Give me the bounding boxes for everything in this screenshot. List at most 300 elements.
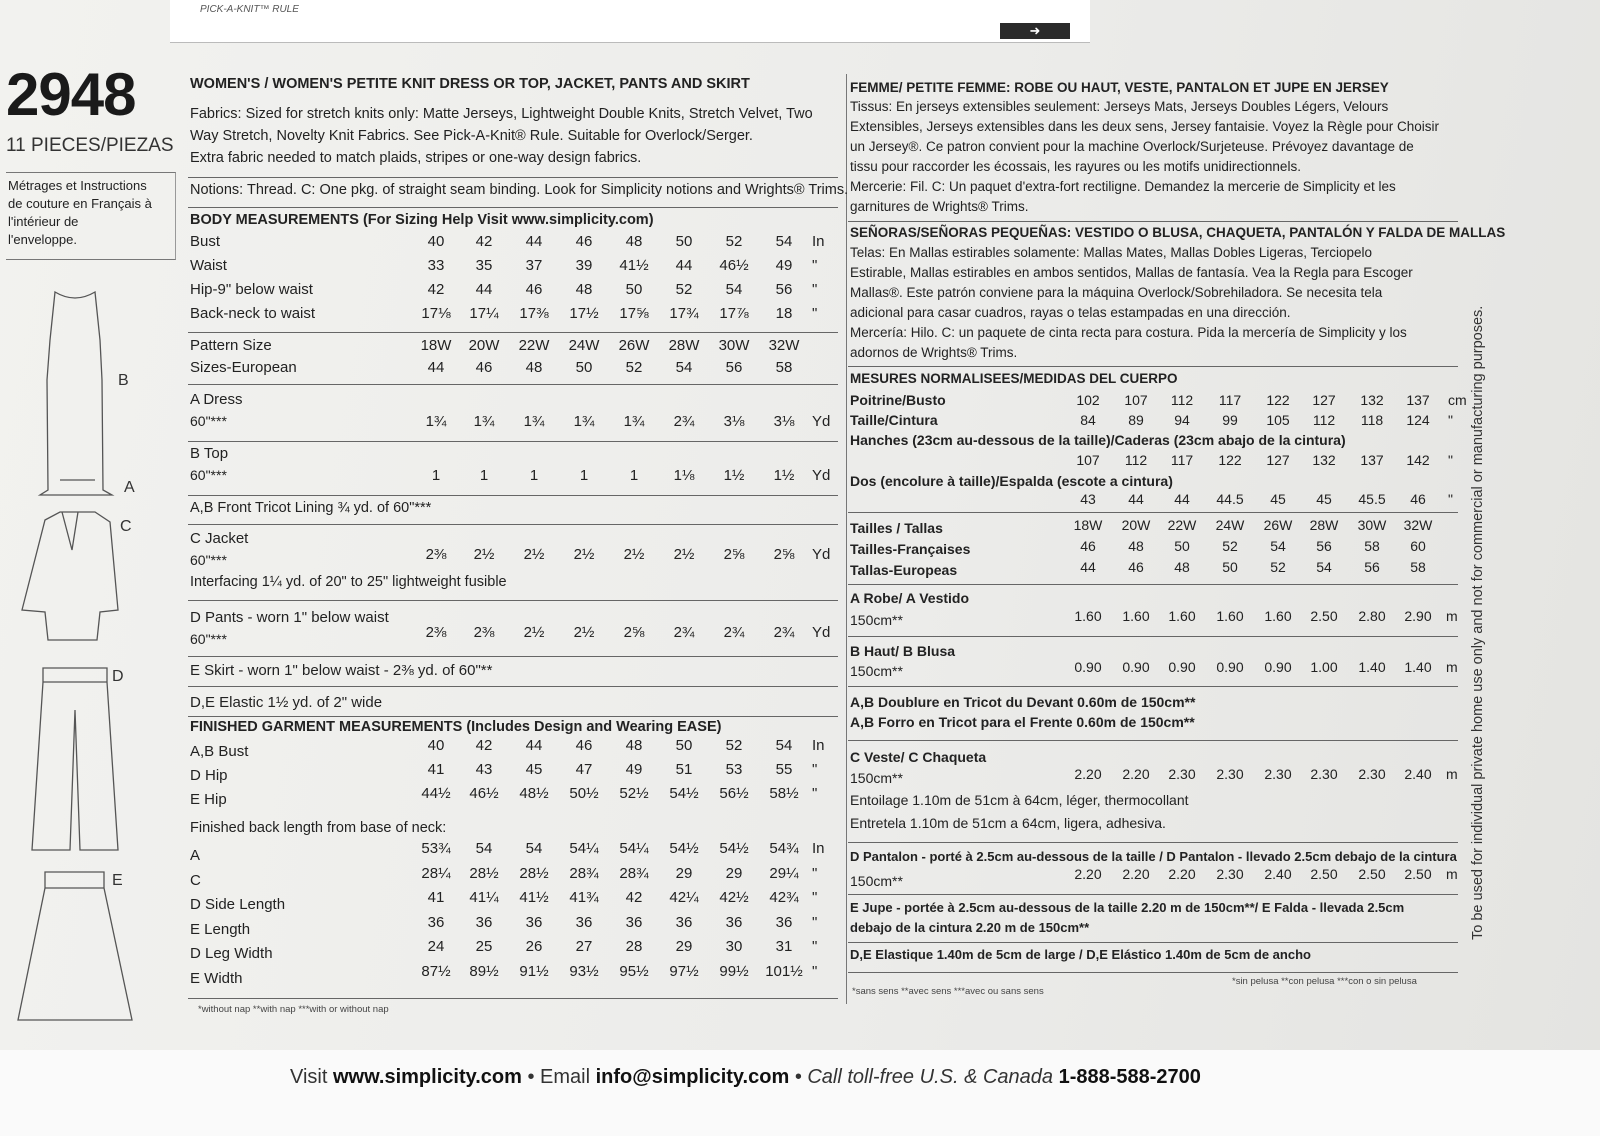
row-label: Hanches (23cm au-dessous de la taille)/Caderas (23cm abajo de la cintura) <box>850 432 1346 448</box>
table-cell: 2½ <box>523 546 545 563</box>
finished-measurements-title: FINISHED GARMENT MEASUREMENTS (Includes Design and Wearing EASE) <box>190 719 722 735</box>
table-cell: 1.40 <box>1358 659 1386 675</box>
table-cell: 93½ <box>569 962 599 980</box>
table-cell: 17¾ <box>669 305 699 322</box>
row-label: Tallas-Europeas <box>850 562 958 578</box>
forro-line: A,B Forro en Tricot para el Frente 0.60m de 150cm** <box>850 714 1195 730</box>
table-cell: 107 <box>1076 452 1100 468</box>
table-cell: 45 <box>525 761 543 778</box>
table-cell: 0.90 <box>1168 659 1196 675</box>
fabric-width: 150cm** <box>850 612 903 628</box>
jupe-line: debajo de la cintura 2.20 m de 150cm** <box>850 920 1090 935</box>
table-cell: 46 <box>1080 538 1096 554</box>
section-rule <box>848 972 1458 973</box>
unit-label: " <box>812 257 818 274</box>
doublure-line: A,B Doublure en Tricot du Devant 0.60m de 150cm** <box>850 694 1196 710</box>
table-cell: 50 <box>625 281 643 298</box>
section-rule <box>188 177 838 178</box>
table-cell: 41½ <box>519 889 549 906</box>
table-cell: 17⅜ <box>519 305 549 322</box>
unit-label: m <box>1446 608 1458 624</box>
footer-band <box>0 1050 1600 1136</box>
table-cell: 41¾ <box>569 889 599 906</box>
skirt-line: E Skirt - worn 1" below waist - 2⅜ yd. of 60"** <box>190 662 493 679</box>
table-cell: 52 <box>1270 559 1286 575</box>
french-title: FEMME/ PETITE FEMME: ROBE OU HAUT, VESTE, PANTALON ET JUPE EN JERSEY <box>850 80 1389 95</box>
fabrics-line: Extra fabric needed to match plaids, stripes or one-way design fabrics. <box>190 150 642 166</box>
table-cell: 22W <box>518 337 550 354</box>
table-cell: 122 <box>1266 392 1290 408</box>
row-label: Waist <box>190 257 227 274</box>
fabric-width: 60"*** <box>190 467 227 483</box>
table-cell: 56 <box>725 359 743 376</box>
row-label: E Hip <box>190 791 227 808</box>
table-cell: 105 <box>1266 412 1290 428</box>
table-cell: 17½ <box>569 305 599 322</box>
table-cell: 26W <box>618 337 650 354</box>
table-cell: 26 <box>525 938 543 955</box>
lining-line: A,B Front Tricot Lining ¾ yd. of 60"*** <box>190 500 432 516</box>
table-cell: 44.5 <box>1216 491 1244 507</box>
table-cell: 127 <box>1312 392 1336 408</box>
table-cell: 36 <box>575 913 593 931</box>
row-label: Sizes-European <box>190 359 297 376</box>
table-cell: 45 <box>1270 491 1286 507</box>
table-cell: 52 <box>1222 538 1238 554</box>
table-cell: 1⅛ <box>673 467 695 484</box>
row-label: A,B Bust <box>190 743 249 760</box>
table-cell: 0.90 <box>1122 659 1150 675</box>
view-yardage-label: A Dress <box>190 391 243 408</box>
table-cell: 3⅛ <box>773 413 795 430</box>
table-cell: 89½ <box>469 962 499 980</box>
table-cell: 42 <box>625 889 643 906</box>
fabric-width: 150cm** <box>850 663 903 679</box>
section-rule <box>188 656 838 657</box>
table-cell: 36 <box>775 913 793 931</box>
table-cell: 32W <box>768 337 800 354</box>
table-cell: 42 <box>475 737 493 754</box>
table-cell: 41 <box>427 889 445 906</box>
table-cell: 2.30 <box>1310 766 1338 782</box>
row-label: E Length <box>190 920 251 938</box>
interfacing-line: Interfacing 1¼ yd. of 20" to 25" lightweight fusible <box>190 574 507 590</box>
fabric-width: 150cm** <box>850 873 903 889</box>
table-cell: 58 <box>775 359 793 376</box>
table-cell: 17¼ <box>469 305 499 322</box>
table-cell: 45 <box>1316 491 1332 507</box>
unit-label: In <box>812 840 825 857</box>
row-label: D Leg Width <box>190 945 273 962</box>
tissus-line: tissu pour raccorder les écossais, les rayures ou les motifs unidirectionnels. <box>850 159 1301 174</box>
row-label: E Width <box>190 969 243 987</box>
table-cell: 0.90 <box>1074 659 1102 675</box>
table-cell: 24W <box>1215 517 1245 533</box>
section-rule <box>848 366 1458 367</box>
section-rule <box>848 942 1458 943</box>
merceria-line: Mercería: Hilo. C: un paquete de cinta recta para costura. Pida la mercería de Simplicity y los <box>850 325 1407 340</box>
table-cell: 54¼ <box>619 840 649 857</box>
section-rule <box>848 686 1458 687</box>
table-cell: 48 <box>1174 559 1190 575</box>
table-cell: 2¾ <box>773 624 795 641</box>
table-cell: 2½ <box>673 546 695 563</box>
table-cell: 2.30 <box>1216 766 1244 782</box>
usage-restriction-note: To be used for individual private home use only and not for commercial or manufacturing purposes. <box>1470 305 1486 940</box>
table-cell: 49 <box>625 761 643 778</box>
telas-line: Estirable, Mallas estirables en ambos sentidos, Mallas de fantasía. Vea la Regla para Escoger <box>850 265 1413 280</box>
table-cell: 52 <box>725 233 743 250</box>
table-cell: 2.30 <box>1264 766 1292 782</box>
table-cell: 48 <box>525 359 543 376</box>
table-cell: 1.60 <box>1122 608 1150 624</box>
table-cell: 18W <box>1073 517 1103 533</box>
english-footnote: *without nap **with nap ***with or without nap <box>198 1004 389 1015</box>
row-label: Back-neck to waist <box>190 305 316 322</box>
mercerie-line: Mercerie: Fil. C: Un paquet d'extra-fort rectiligne. Demandez la mercerie de Simplicity et les <box>850 179 1396 194</box>
entretela-line: Entretela 1.10m de 51cm a 64cm, ligera, adhesiva. <box>850 815 1166 831</box>
table-cell: 2⅝ <box>773 546 795 563</box>
row-label: D Hip <box>190 767 228 784</box>
table-cell: 2¾ <box>673 413 695 430</box>
table-cell: 1½ <box>723 467 745 484</box>
view-yardage-label: D Pants - worn 1" below waist <box>190 609 389 626</box>
table-cell: 1 <box>479 467 489 484</box>
table-cell: 97½ <box>669 962 699 980</box>
table-cell: 44 <box>427 359 445 376</box>
table-cell: 2.20 <box>1168 866 1196 882</box>
phone-number: 1-888-588-2700 <box>1058 1066 1201 1088</box>
unit-label: " <box>812 785 818 802</box>
table-cell: 1 <box>431 467 441 484</box>
table-cell: 2.40 <box>1264 866 1292 882</box>
table-cell: 56 <box>1316 538 1332 554</box>
table-cell: 122 <box>1218 452 1242 468</box>
table-cell: 118 <box>1360 412 1384 428</box>
unit-label: Yd <box>812 624 831 641</box>
table-cell: 52½ <box>619 785 649 802</box>
table-cell: 56 <box>775 281 793 298</box>
table-cell: 1 <box>579 467 589 484</box>
table-cell: 48½ <box>519 785 549 802</box>
column-divider <box>846 74 847 1004</box>
table-cell: 53 <box>725 761 743 778</box>
tissus-line: un Jersey®. Ce patron convient pour la machine Overlock/Surjeteuse. Prévoyez davantage de <box>850 139 1414 154</box>
table-cell: 54 <box>675 359 693 376</box>
table-cell: 44 <box>475 281 493 298</box>
english-title: WOMEN'S / WOMEN'S PETITE KNIT DRESS OR TOP, JACKET, PANTS AND SKIRT <box>190 76 750 92</box>
table-cell: 48 <box>625 233 643 250</box>
section-rule <box>188 600 838 601</box>
jacket-sketch <box>22 512 118 640</box>
entoilage-line: Entoilage 1.10m de 51cm à 64cm, léger, thermocollant <box>850 792 1189 808</box>
table-cell: 99 <box>1222 412 1238 428</box>
table-cell: 52 <box>725 737 743 754</box>
pieces-count: 11 PIECES/PIEZAS <box>6 135 174 156</box>
table-cell: 54¼ <box>569 840 599 857</box>
table-cell: 2.50 <box>1310 608 1338 624</box>
table-cell: 2.80 <box>1358 608 1386 624</box>
table-cell: 51 <box>675 761 693 778</box>
view-yardage-label: A Robe/ A Vestido <box>850 590 970 606</box>
view-label-d: D <box>112 668 124 685</box>
table-cell: 2.50 <box>1310 866 1338 882</box>
table-cell: 1¾ <box>473 413 495 430</box>
table-cell: 3⅛ <box>723 413 745 430</box>
table-cell: 44½ <box>421 785 451 802</box>
row-label: Taille/Cintura <box>850 412 938 428</box>
view-label-b: B <box>118 372 129 389</box>
table-cell: 132 <box>1312 452 1336 468</box>
table-cell: 2.30 <box>1358 766 1386 782</box>
section-rule <box>848 894 1458 895</box>
telas-line: Telas: En Mallas estirables solamente: Mallas Mates, Mallas Dobles Ligeras, Terciopelo <box>850 245 1372 260</box>
table-cell: 30W <box>718 337 750 354</box>
table-cell: 41¼ <box>469 889 499 906</box>
table-cell: 40 <box>427 737 445 754</box>
table-cell: 46 <box>1410 491 1426 507</box>
table-cell: 54 <box>775 233 793 250</box>
table-cell: 56 <box>1364 559 1380 575</box>
table-cell: 52 <box>625 359 643 376</box>
table-cell: 2½ <box>473 546 495 563</box>
pattern-number: 2948 <box>6 61 136 128</box>
table-cell: 28¾ <box>619 864 649 882</box>
dress-sketch <box>40 292 112 495</box>
table-cell: 2.20 <box>1122 866 1150 882</box>
view-yardage-label: B Top <box>190 445 229 462</box>
table-cell: 22W <box>1167 517 1197 533</box>
table-cell: 1¾ <box>425 413 447 430</box>
table-cell: 50 <box>1222 559 1238 575</box>
table-cell: 46½ <box>469 785 499 802</box>
table-cell: 2½ <box>573 546 595 563</box>
section-rule <box>848 512 1458 513</box>
section-rule <box>188 495 838 496</box>
view-label-e: E <box>112 872 123 889</box>
table-cell: 137 <box>1360 452 1384 468</box>
row-label: D Side Length <box>190 896 286 913</box>
table-cell: 54 <box>725 281 743 298</box>
unit-label: " <box>812 761 818 778</box>
unit-label: " <box>812 962 818 980</box>
table-cell: 112 <box>1124 452 1148 468</box>
french-instructions-note: Métrages et Instructions de couture en Français à l'intérieur de l'enveloppe. <box>6 172 176 260</box>
table-cell: 52 <box>675 281 693 298</box>
table-cell: 107 <box>1124 392 1148 408</box>
fabric-width: 60"*** <box>190 413 227 429</box>
table-cell: 30W <box>1357 517 1387 533</box>
table-cell: 36 <box>525 913 543 931</box>
table-cell: 2.40 <box>1404 766 1432 782</box>
fabric-width: 150cm** <box>850 770 903 786</box>
table-cell: 101½ <box>765 962 803 980</box>
table-cell: 46 <box>575 737 593 754</box>
row-label: Bust <box>190 233 221 250</box>
table-cell: 2⅜ <box>425 624 447 641</box>
website-link[interactable]: www.simplicity.com <box>332 1066 522 1088</box>
table-cell: 60 <box>1410 538 1426 554</box>
section-rule <box>848 584 1458 585</box>
notions-line: Notions: Thread. C: One pkg. of straight seam binding. Look for Simplicity notions and Wrights® Trims. <box>190 182 849 198</box>
section-rule <box>188 332 838 333</box>
view-label-c: C <box>120 518 132 535</box>
section-rule <box>188 716 838 717</box>
table-cell: 17⅞ <box>719 305 749 322</box>
table-cell: 30 <box>725 938 743 955</box>
table-cell: 44 <box>675 257 693 274</box>
table-cell: 42½ <box>719 889 749 906</box>
section-rule <box>188 207 838 208</box>
view-yardage-label: B Haut/ B Blusa <box>850 643 956 659</box>
table-cell: 43 <box>1080 491 1096 507</box>
row-label: Dos (encolure à taille)/Espalda (escote a cintura) <box>850 473 1173 489</box>
spanish-footnote: *sin pelusa **con pelusa ***con o sin pelusa <box>1232 976 1417 987</box>
table-cell: 31 <box>775 938 793 955</box>
table-cell: 2⅜ <box>473 624 495 641</box>
row-label: Tailles-Françaises <box>850 541 971 557</box>
section-rule <box>188 524 838 525</box>
table-cell: 127 <box>1266 452 1290 468</box>
unit-label: " <box>812 864 818 882</box>
table-cell: 39 <box>575 257 593 274</box>
row-label: A <box>190 847 201 864</box>
view-yardage-label: C Jacket <box>190 530 249 547</box>
pick-a-knit-rule: PICK-A-KNIT™ RULE <box>200 4 299 15</box>
table-cell: 1.60 <box>1264 608 1292 624</box>
table-cell: 44 <box>1080 559 1096 575</box>
table-cell: 137 <box>1406 392 1430 408</box>
table-cell: 54½ <box>669 840 699 857</box>
row-label: C <box>190 871 201 889</box>
table-cell: 29 <box>725 864 743 882</box>
table-cell: 26W <box>1263 517 1293 533</box>
unit-label: " <box>812 305 818 322</box>
table-cell: 2.20 <box>1074 766 1102 782</box>
table-cell: 117 <box>1170 452 1194 468</box>
section-rule <box>188 998 838 999</box>
table-cell: 20W <box>1121 517 1151 533</box>
elastic-line: D,E Elastic 1½ yd. of 2" wide <box>190 694 383 711</box>
table-cell: 42 <box>475 233 493 250</box>
table-cell: 37 <box>525 257 543 274</box>
table-cell: 54½ <box>719 840 749 857</box>
unit-label: " <box>1448 491 1453 507</box>
table-cell: 2¾ <box>673 624 695 641</box>
unit-label: " <box>812 281 818 298</box>
table-cell: 50 <box>675 737 693 754</box>
table-cell: 2.20 <box>1122 766 1150 782</box>
row-label: Tailles / Tallas <box>850 520 943 536</box>
fabrics-line: Way Stretch, Novelty Knit Fabrics. See Pick-A-Knit® Rule. Suitable for Overlock/Serger. <box>190 128 753 144</box>
arrow-icon: ➜ <box>1000 23 1070 39</box>
elastique-line: D,E Elastique 1.40m de 5cm de large / D,E Elástico 1.40m de 5cm de ancho <box>850 947 1311 962</box>
section-rule <box>848 842 1458 843</box>
table-cell: 54 <box>525 840 543 857</box>
table-cell: 58 <box>1364 538 1380 554</box>
table-cell: 28½ <box>519 864 549 882</box>
table-cell: 55 <box>775 761 793 778</box>
table-cell: 132 <box>1360 392 1384 408</box>
french-footnote: *sans sens **avec sens ***avec ou sans sens <box>852 986 1044 997</box>
view-label-a: A <box>124 479 135 496</box>
mesures-title: MESURES NORMALISEES/MEDIDAS DEL CUERPO <box>850 371 1178 386</box>
pants-sketch <box>32 668 118 850</box>
table-cell: 1.60 <box>1216 608 1244 624</box>
table-cell: 2⅝ <box>623 624 645 641</box>
unit-label: Yd <box>812 413 831 430</box>
table-cell: 28¼ <box>421 864 451 882</box>
table-cell: 42¼ <box>669 889 699 906</box>
table-cell: 46½ <box>719 257 749 274</box>
table-cell: 44 <box>1174 491 1190 507</box>
table-cell: 29¼ <box>769 864 799 882</box>
table-cell: 33 <box>427 257 445 274</box>
table-cell: 35 <box>475 257 493 274</box>
table-cell: 91½ <box>519 962 549 980</box>
table-cell: 36 <box>725 913 743 931</box>
table-cell: 2.50 <box>1404 866 1432 882</box>
table-cell: 54 <box>1316 559 1332 575</box>
fabric-width: 60"*** <box>190 552 227 568</box>
table-cell: 2.50 <box>1358 866 1386 882</box>
table-cell: 29 <box>675 864 693 882</box>
table-cell: 25 <box>475 938 493 955</box>
table-cell: 1 <box>529 467 539 484</box>
unit-label: cm <box>1448 392 1467 408</box>
table-cell: 2¾ <box>723 624 745 641</box>
table-cell: 2½ <box>623 546 645 563</box>
table-cell: 48 <box>1128 538 1144 554</box>
table-cell: 1¾ <box>573 413 595 430</box>
tissus-line: Tissus: En jerseys extensibles seulement: Jerseys Mats, Jerseys Doubles Légers, Velours <box>850 99 1389 114</box>
unit-label: " <box>812 889 818 906</box>
table-cell: 50 <box>575 359 593 376</box>
table-cell: 41 <box>427 761 445 778</box>
table-cell: 29 <box>675 938 693 955</box>
table-cell: 1.40 <box>1404 659 1432 675</box>
table-cell: 1.60 <box>1168 608 1196 624</box>
email-link[interactable]: info@simplicity.com <box>595 1066 790 1088</box>
table-cell: 1½ <box>773 467 795 484</box>
row-label: Hip-9" below waist <box>190 281 313 298</box>
table-cell: 46 <box>525 281 543 298</box>
table-cell: 28½ <box>469 864 499 882</box>
table-cell: 36 <box>625 913 643 931</box>
section-rule <box>848 221 1458 222</box>
table-cell: 56½ <box>719 785 749 802</box>
table-cell: 46 <box>1128 559 1144 575</box>
unit-label: " <box>1448 412 1453 428</box>
table-cell: 102 <box>1076 392 1100 408</box>
unit-label: Yd <box>812 467 831 484</box>
table-cell: 40 <box>427 233 445 250</box>
table-cell: 1¾ <box>523 413 545 430</box>
section-rule <box>848 636 1458 637</box>
pantalon-label: D Pantalon - porté à 2.5cm au-dessous de la taille / D Pantalon - llevado 2.5cm debajo de la cintura <box>850 849 1457 864</box>
table-cell: 46 <box>475 359 493 376</box>
table-cell: 84 <box>1080 412 1096 428</box>
table-cell: 46 <box>575 233 593 250</box>
garment-sketches <box>0 290 175 1030</box>
table-cell: 0.90 <box>1216 659 1244 675</box>
mercerie-line: garnitures de Wrights® Trims. <box>850 199 1029 214</box>
table-cell: 36 <box>475 913 493 931</box>
table-cell: 2.30 <box>1216 866 1244 882</box>
table-cell: 54¾ <box>769 840 799 857</box>
table-cell: 44 <box>525 233 543 250</box>
table-cell: 49 <box>775 257 793 274</box>
